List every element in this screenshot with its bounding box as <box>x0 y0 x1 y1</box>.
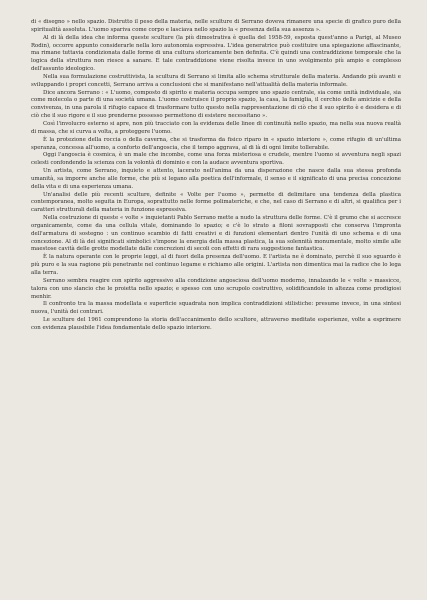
paragraph: È la natura operante con le proprie leggi, al di fuori della presenza dell'uomo. E l'artista ne è dominato, perchè il suo sguardo è più puro e la sua ragione più penetrante nel continuo legame e richiamo alle origini. L'artista non dimentica mai la radice che lo lega alla terra. <box>31 254 401 276</box>
paragraph: di « disegno » nello spazio. Distrutto il peso della materia, nelle sculture di Serrano doveva rimanere una specie di grafico puro della spiritualità assoluta. L'uomo spariva come corpo e lasciava nello spazio la « presenza della sua assenza ». <box>31 19 401 33</box>
paragraph: È la protezione della roccia o della caverna, che si trasforma da fisico riparo in « spazio interiore », come rifugio di un'ultima speranza, concessa all'uomo, a conforto dell'angoscia, che il tempo aggrava, al di là di ogni limite tollerabile. <box>31 136 401 151</box>
paragraph: Le sculture del 1961 comprendono la storia dell'accanimento dello scultore, attraverso meditate esperienze, volte a esprimere con evidenza plausibile l'idea fondamentale dello spazio interiore. <box>31 317 401 331</box>
paragraph: Così l'involucro esterno si apre, non più tracciato con la evidenza delle linee di continuità nello spazio, ma nella sua nuova realtà di massa, che si curva a volta, a proteggere l'uomo. <box>31 120 401 135</box>
paragraph: Il confronto tra la massa modellata e superficie squadrata non implica contraddizioni stilistiche: presume invece, in una sintesi nuova, l'unità dei contrari. <box>31 301 401 316</box>
paragraph: Un'analisi delle più recenti sculture, definite « Volte per l'uomo », permette di delimitare una tendenza della plastica contemporanea, molto seguita in Europa, soprattutto nelle forme polimateriche, e che, nel caso di Serrano e di altri, si qualifica per i caratteri strutturali della materia in funzione espressiva. <box>31 191 401 214</box>
paragraph: Un artista, come Serrano, inquieto e attento, lacerato nell'anima da una disperazione che nasce dalla sua stessa profonda umanità, sa imporre anche alle forme, che più si legano alla poetica dell'informale, il senso e il significato di una precisa concezione della vita e di una esperienza umana. <box>31 168 401 190</box>
body-text <box>31 19 401 333</box>
paragraph: Al di là della idea che informa queste sculture (la più dimostrativa è quella del 1958-59, esposta quest'anno a Parigi, al Museo Rodin), occorre appunto considerarle nella loro autonomia espressiva. L'idea generatrice può costituire una spiegazione affascinante, ma rimane tuttavia condizionata dalle forme di una cultura storicamente ben definita. C'è quindi una contraddizione temporale che la logica della struttura non riesce a sanare. E tale contraddizione viene risolta invece in uno svolgimento più ampio e complesso dell'assunto ideologico. <box>31 34 401 73</box>
paragraph: Dice ancora Serrano : « L'uomo, composto di spirito e materia occupa sempre uno spazio centrale, sia come unità individuale, sia come molecola o parte di una società umana. L'uomo costruisce il proprio spazio, la casa, la famiglia, il cerchio delle amicizie e della convivenza, in una parola il rifugio capace di trasformare tutto questo nella rappresentazione di ciò che il suo spirito è e desidera e di ciò che il suo rigore e il suo prenderne possesso permettono di esistere necessitano ». <box>31 89 401 120</box>
paragraph: Nella sua formulazione costruttivista, la scultura di Serrano si limita allo schema strutturale della materia. Andando più avanti e sviluppando i propri concetti, Serrano arriva a conclusioni che si manifestano nell'attualità della materia informale. <box>31 73 401 88</box>
paragraph: Oggi l'angoscia è cosmica, è un male che incombe, come una forza misteriosa e crudele, mentre l'uomo si avventura negli spazi celesti confondendo la scienza con la volontà di dominio e con la audace avventura sportiva. <box>31 152 401 167</box>
paragraph: Serrano sembra reagire con spirito aggressivo alla condizione angosciosa dell'uomo moderno, innalzando le « volte » massicce, talora con uno slancio che le proietta nello spazio; e spesso con uno scrupolo costruttivo, solidificandole in altezza come prodigiosi menhir. <box>31 277 401 300</box>
paragraph: Nella costruzione di queste « volte » inquietanti Pablo Serrano mette a nudo la struttura delle forme. C'è il grumo che si accresce organicamente, come da una cellula vitale, dominando lo spazio; e c'è lo strato a filoni sovrapposti che conserva l'impronta dell'armatura di sostegno : un continuo scambio di fatti creativi e di funzioni elementari dentro l'unità di uno schema e di una concezione. Al di là dei significati simbolici s'impone la energia della massa plastica, la sua solennità monumentale, molto simile alle maestose cavità delle grotte modellate dalle concrezioni di secoli con effetti di rara suggestione fantastica. <box>31 215 401 253</box>
